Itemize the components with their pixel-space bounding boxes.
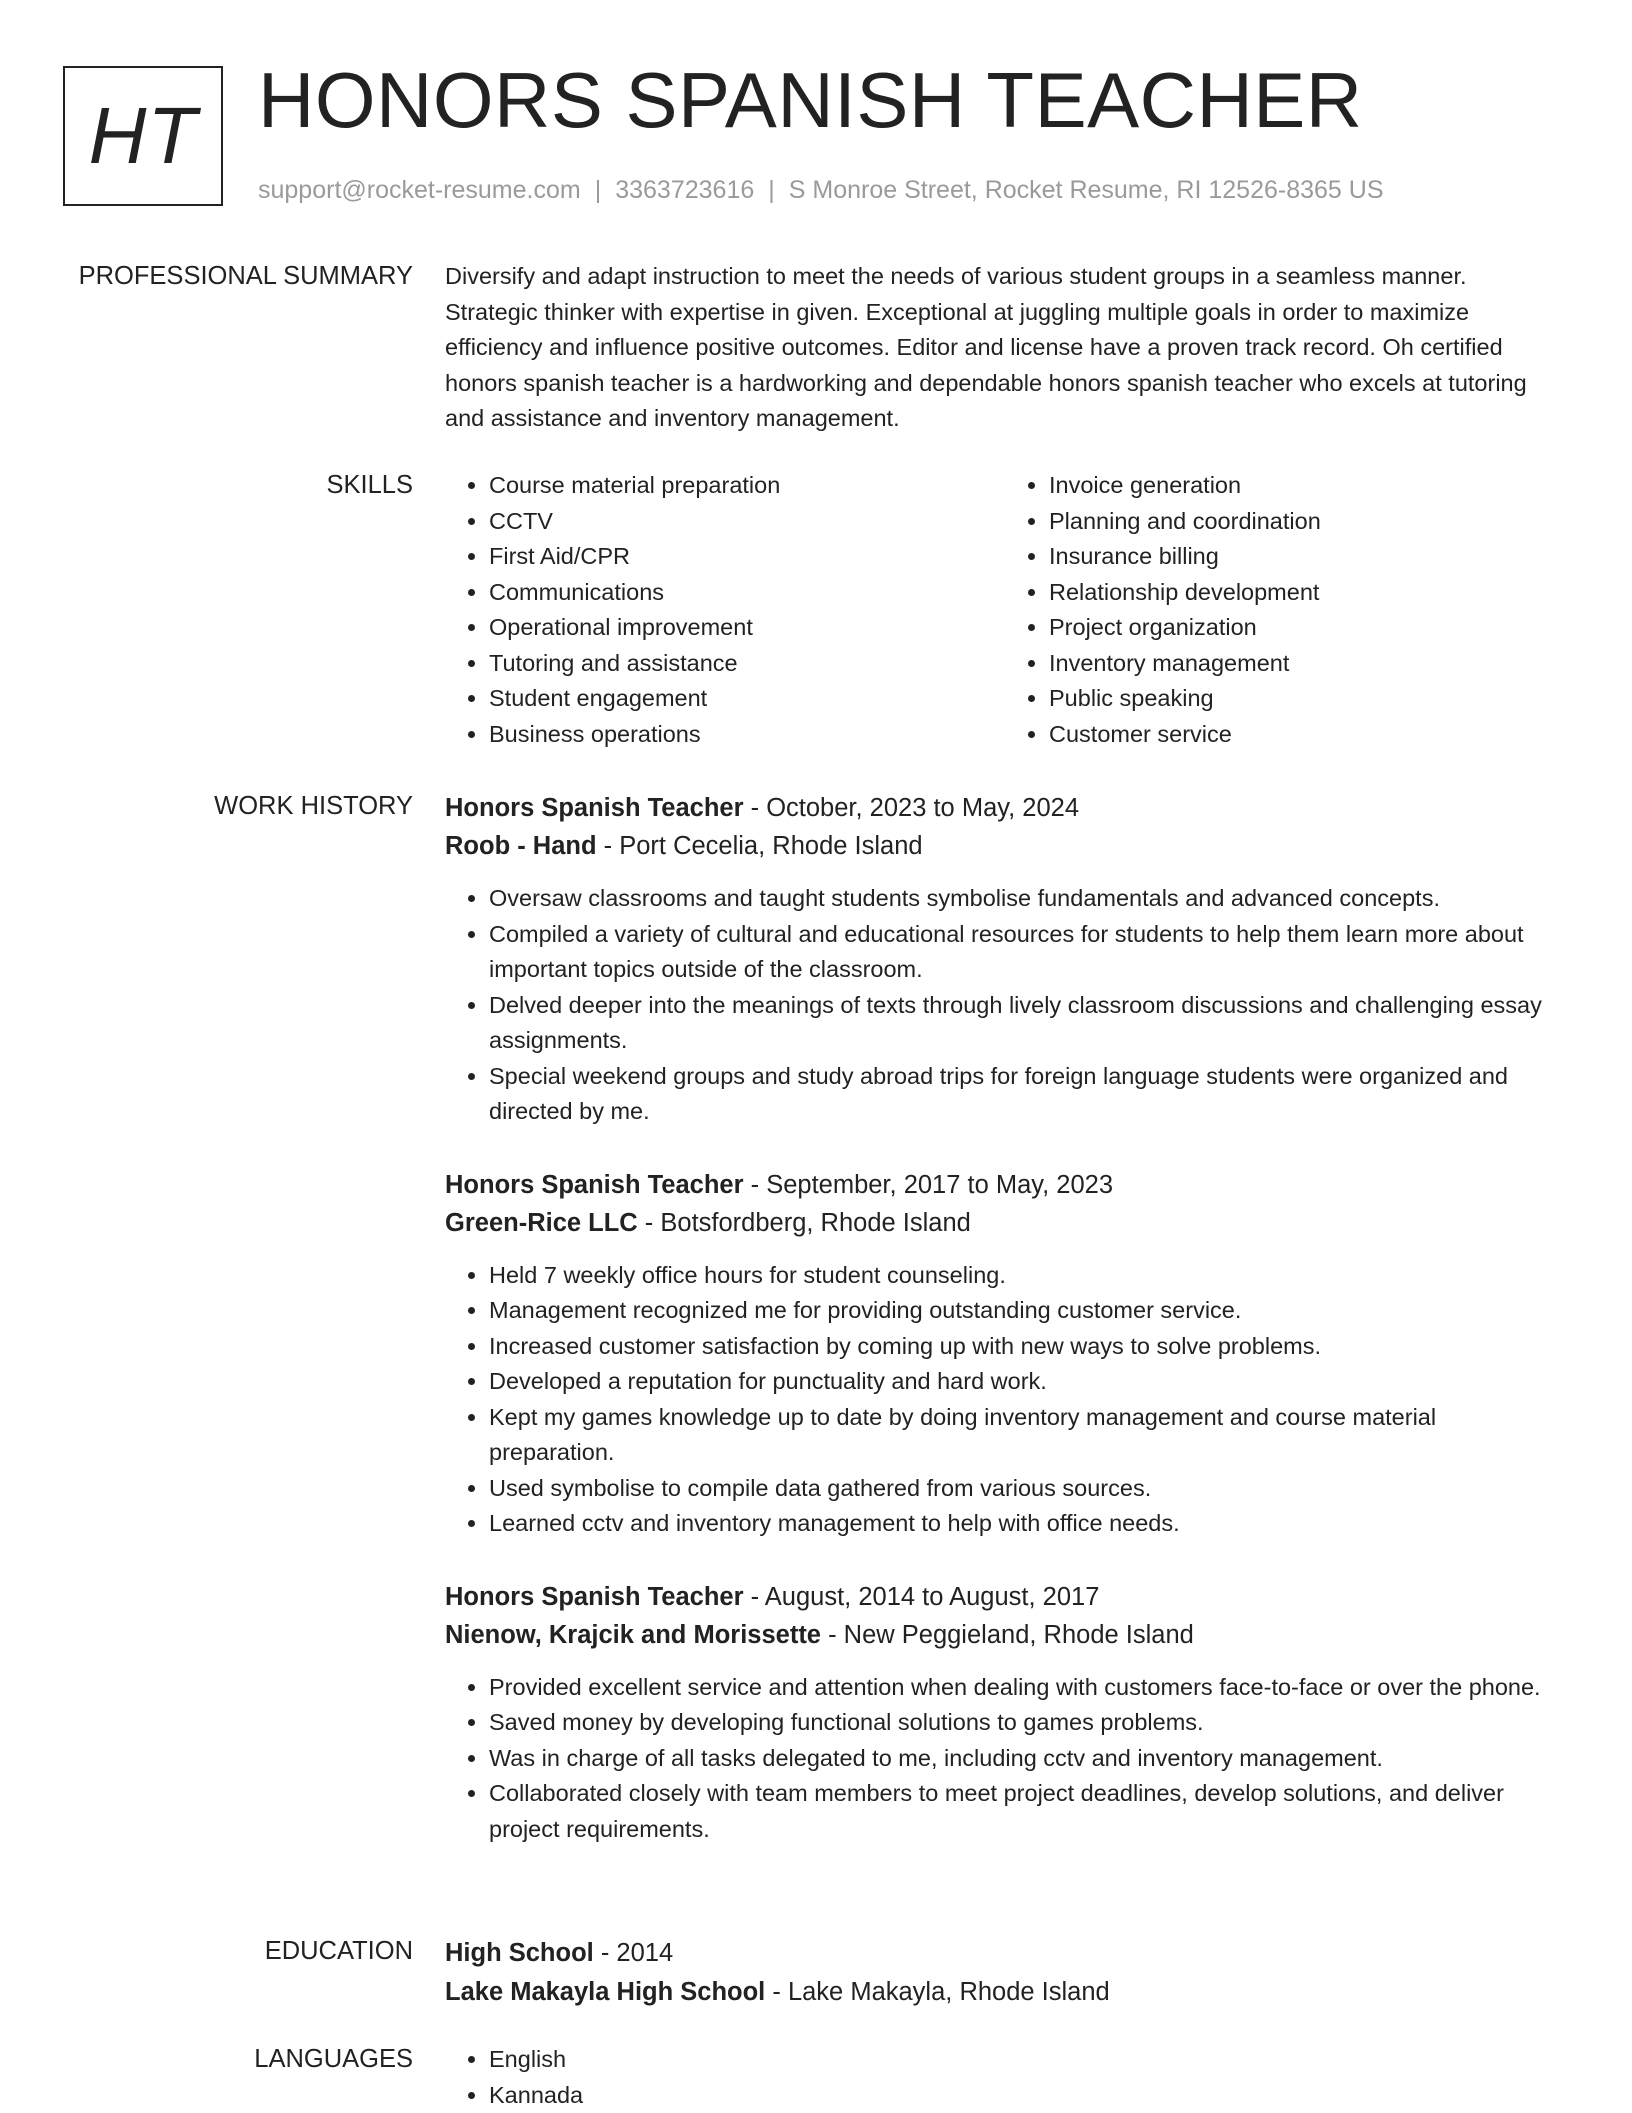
job-bullet: • Delved deeper into the meanings of texts through lively classroom discussions and challenging essay assignments.: [489, 988, 1565, 1059]
skills-body: [445, 468, 1565, 752]
summary-heading: PROFESSIONAL SUMMARY: [40, 259, 413, 293]
skills-list-right: [1005, 468, 1565, 752]
work-history-heading: WORK HISTORY: [40, 789, 413, 823]
job-bullet: • Increased customer satisfaction by coming up with new ways to solve problems.: [489, 1329, 1565, 1365]
job-bullet: • Saved money by developing functional solutions to games problems.: [489, 1705, 1565, 1741]
job-bullets: [445, 1258, 1565, 1542]
job-title-line: [445, 1578, 1565, 1616]
job-bullets: [445, 1670, 1565, 1848]
job-company-line: [445, 1204, 1565, 1242]
job-title-line: [445, 789, 1565, 827]
skill-item: • Planning and coordination: [1049, 504, 1565, 540]
summary-text: Diversify and adapt instruction to meet the needs of various student groups in a seamless manner. Strategic thinker with expertise in given. Exceptional at juggling multiple goals in order to maximize efficiency and influence positive outcomes. Editor and license have a proven track record. Oh certified honors spanish teacher is a hardworking and dependable honors spanish teacher who excels at tutoring and assistance and inventory management.: [445, 259, 1565, 437]
skill-item: • Relationship development: [1049, 575, 1565, 611]
skill-item: • Public speaking: [1049, 681, 1565, 717]
job-bullet: • Oversaw classrooms and taught students symbolise fundamentals and advanced concepts.: [489, 881, 1565, 917]
skill-item: • Tutoring and assistance: [489, 646, 1005, 682]
job-company-line: [445, 827, 1565, 865]
job-bullet: • Learned cctv and inventory management to help with office needs.: [489, 1506, 1565, 1542]
contact-address: S Monroe Street, Rocket Resume, RI 12526-8365 US: [789, 176, 1384, 204]
language-item: • Kannada: [489, 2078, 1565, 2113]
job-company: Nienow, Krajcik and Morissette: [445, 1621, 821, 1649]
job-location: - Port Cecelia, Rhode Island: [597, 832, 923, 860]
language-item: • English: [489, 2042, 1565, 2078]
job-company: Green-Rice LLC: [445, 1209, 638, 1237]
languages-heading: LANGUAGES: [40, 2042, 413, 2076]
skill-item: • Customer service: [1049, 717, 1565, 753]
job-bullet: • Was in charge of all tasks delegated to me, including cctv and inventory management.: [489, 1741, 1565, 1777]
skill-item: • Insurance billing: [1049, 539, 1565, 575]
job-entry: [445, 1578, 1565, 1848]
skill-item: • Student engagement: [489, 681, 1005, 717]
education-degree: High School: [445, 1939, 594, 1967]
work-history-body: [445, 789, 1565, 1883]
job-title: Honors Spanish Teacher: [445, 794, 744, 822]
job-dates: - September, 2017 to May, 2023: [744, 1171, 1114, 1199]
education-heading: EDUCATION: [40, 1934, 413, 1968]
skill-item: • First Aid/CPR: [489, 539, 1005, 575]
job-title: Honors Spanish Teacher: [445, 1171, 744, 1199]
job-bullets: [445, 881, 1565, 1130]
contact-phone[interactable]: 3363723616: [615, 176, 754, 204]
skill-item: • Business operations: [489, 717, 1005, 753]
skill-item: • Communications: [489, 575, 1005, 611]
skills-list-left: [445, 468, 1005, 752]
job-bullet: • Management recognized me for providing outstanding customer service.: [489, 1293, 1565, 1329]
contact-separator: |: [754, 176, 789, 204]
job-bullet: • Provided excellent service and attention when dealing with customers face-to-face or over the phone.: [489, 1670, 1565, 1706]
education-school-line: [445, 1973, 1565, 2012]
job-location: - Botsfordberg, Rhode Island: [638, 1209, 971, 1237]
job-title-line: [445, 1166, 1565, 1204]
job-bullet: • Compiled a variety of cultural and educational resources for students to help them learn more about important topics outside of the classroom.: [489, 917, 1565, 988]
job-bullet: • Special weekend groups and study abroad trips for foreign language students were organized and directed by me.: [489, 1059, 1565, 1130]
job-bullet: • Used symbolise to compile data gathered from various sources.: [489, 1471, 1565, 1507]
job-dates: - August, 2014 to August, 2017: [744, 1583, 1100, 1611]
contact-email[interactable]: support@rocket-resume.com: [258, 176, 581, 204]
contact-line: [258, 173, 1384, 207]
education-degree-line: [445, 1934, 1565, 1973]
skill-item: • Project organization: [1049, 610, 1565, 646]
skills-heading: SKILLS: [40, 468, 413, 502]
languages-list: [445, 2042, 1565, 2113]
skill-item: • CCTV: [489, 504, 1005, 540]
page-title: HONORS SPANISH TEACHER: [258, 54, 1363, 148]
job-entry: [445, 789, 1565, 1130]
job-bullet: • Kept my games knowledge up to date by doing inventory management and course material preparation.: [489, 1400, 1565, 1471]
contact-separator: |: [581, 176, 616, 204]
skill-item: • Operational improvement: [489, 610, 1005, 646]
monogram: HT: [63, 66, 223, 206]
education-body: [445, 1934, 1565, 2012]
languages-body: [445, 2042, 1565, 2113]
job-company-line: [445, 1616, 1565, 1654]
job-bullet: • Developed a reputation for punctuality and hard work.: [489, 1364, 1565, 1400]
job-dates: - October, 2023 to May, 2024: [744, 794, 1079, 822]
education-year: - 2014: [594, 1939, 673, 1967]
job-title: Honors Spanish Teacher: [445, 1583, 744, 1611]
skill-item: • Course material preparation: [489, 468, 1005, 504]
skill-item: • Invoice generation: [1049, 468, 1565, 504]
job-bullet: • Collaborated closely with team members to meet project deadlines, develop solutions, and deliver project requirements.: [489, 1776, 1565, 1847]
education-school: Lake Makayla High School: [445, 1978, 765, 2006]
job-location: - New Peggieland, Rhode Island: [821, 1621, 1194, 1649]
job-bullet: • Held 7 weekly office hours for student counseling.: [489, 1258, 1565, 1294]
skill-item: • Inventory management: [1049, 646, 1565, 682]
education-location: - Lake Makayla, Rhode Island: [765, 1978, 1109, 2006]
job-company: Roob - Hand: [445, 832, 597, 860]
job-entry: [445, 1166, 1565, 1542]
